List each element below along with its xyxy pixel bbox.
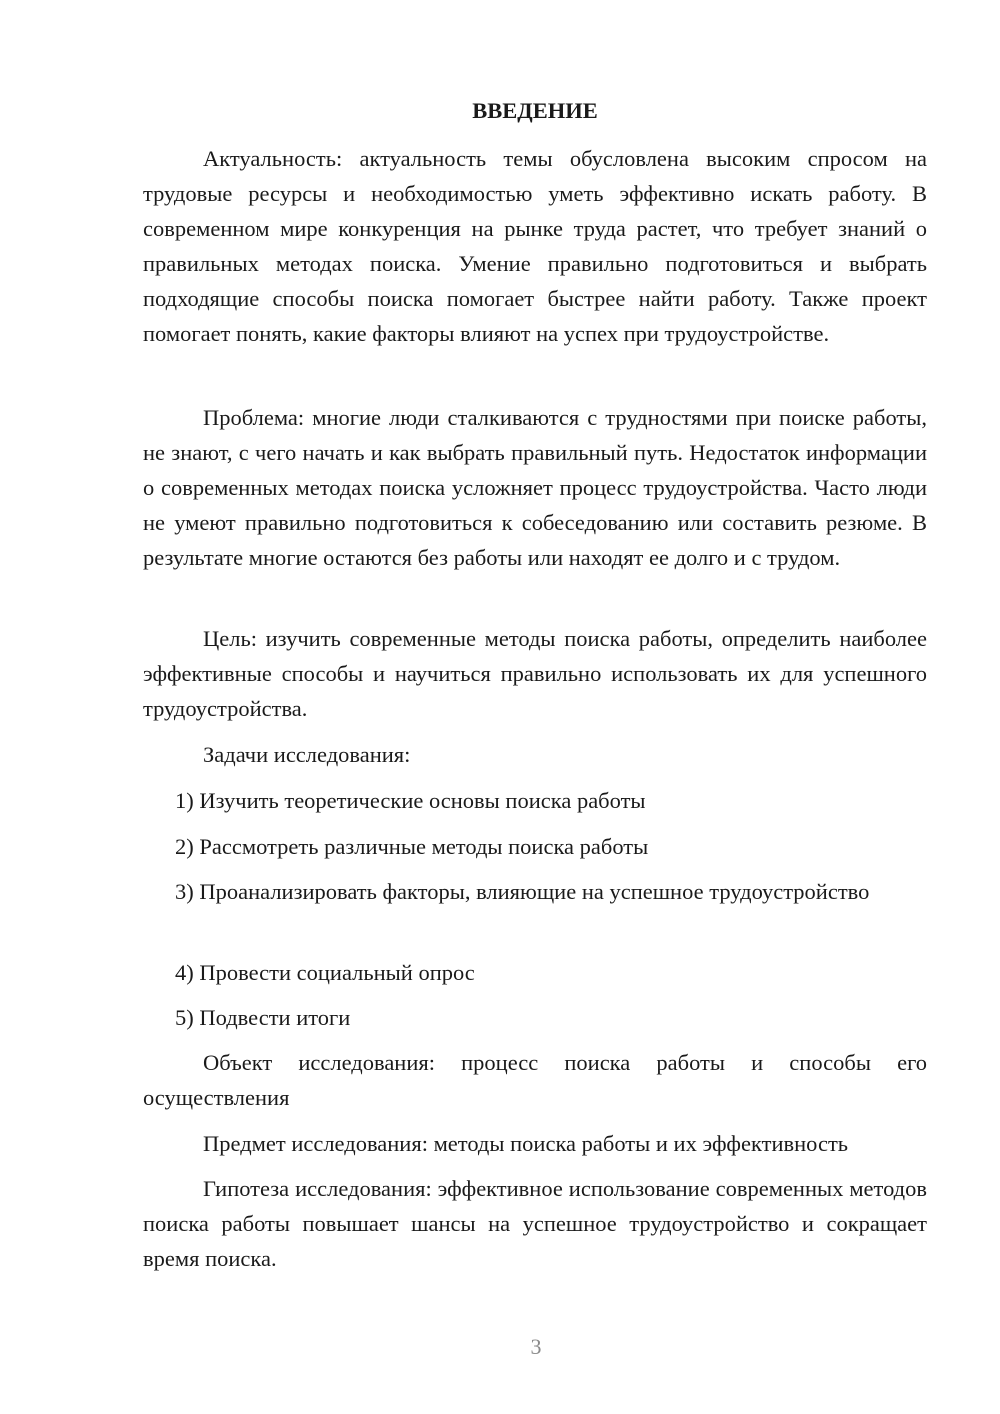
page-number: 3 — [530, 1334, 542, 1359]
task-item-3: 3) Проанализировать факторы, влияющие на успешное трудоустройство — [175, 879, 870, 904]
task-item-1: 1) Изучить теоретические основы поиска работы — [175, 788, 646, 813]
goal-paragraph: Цель: изучить современные методы поиска работы, определить наиболее эффективные способы и научиться правильно использовать их для успешного трудоустройства. — [143, 626, 927, 721]
task-item-2: 2) Рассмотреть различные методы поиска работы — [175, 834, 649, 859]
hypothesis-paragraph: Гипотеза исследования: эффективное использование современных методов поиска работы повышает шансы на успешное трудоустройство и сокращает время поиска. — [143, 1176, 927, 1271]
research-object-paragraph: Объект исследования: процесс поиска работы и способы его осуществления — [143, 1050, 927, 1110]
section-heading: ВВЕДЕНИЕ — [472, 98, 598, 123]
problem-paragraph: Проблема: многие люди сталкиваются с трудностями при поиске работы, не знают, с чего начать и как выбрать правильный путь. Недостаток информации о современных методах поиска усложняет процесс трудоустройства. Часто люди не умеют правильно подготовиться к собеседованию или составить резюме. В результате многие остаются без работы или находят ее долго и с трудом. — [143, 405, 927, 570]
task-item-4: 4) Провести социальный опрос — [175, 960, 475, 985]
research-subject-paragraph: Предмет исследования: методы поиска работы и их эффективность — [203, 1131, 849, 1156]
task-item-5: 5) Подвести итоги — [175, 1005, 351, 1030]
relevance-paragraph: Актуальность: актуальность темы обусловлена высоким спросом на трудовые ресурсы и необходимостью уметь эффективно искать работу. В современном мире конкуренция на рынке труда растет, что требует знаний о правильных методах поиска. Умение правильно подготовиться и выбрать подходящие способы поиска помогает быстрее найти работу. Также проект помогает понять, какие факторы влияют на успех при трудоустройстве. — [143, 146, 927, 346]
tasks-heading: Задачи исследования: — [203, 742, 411, 767]
